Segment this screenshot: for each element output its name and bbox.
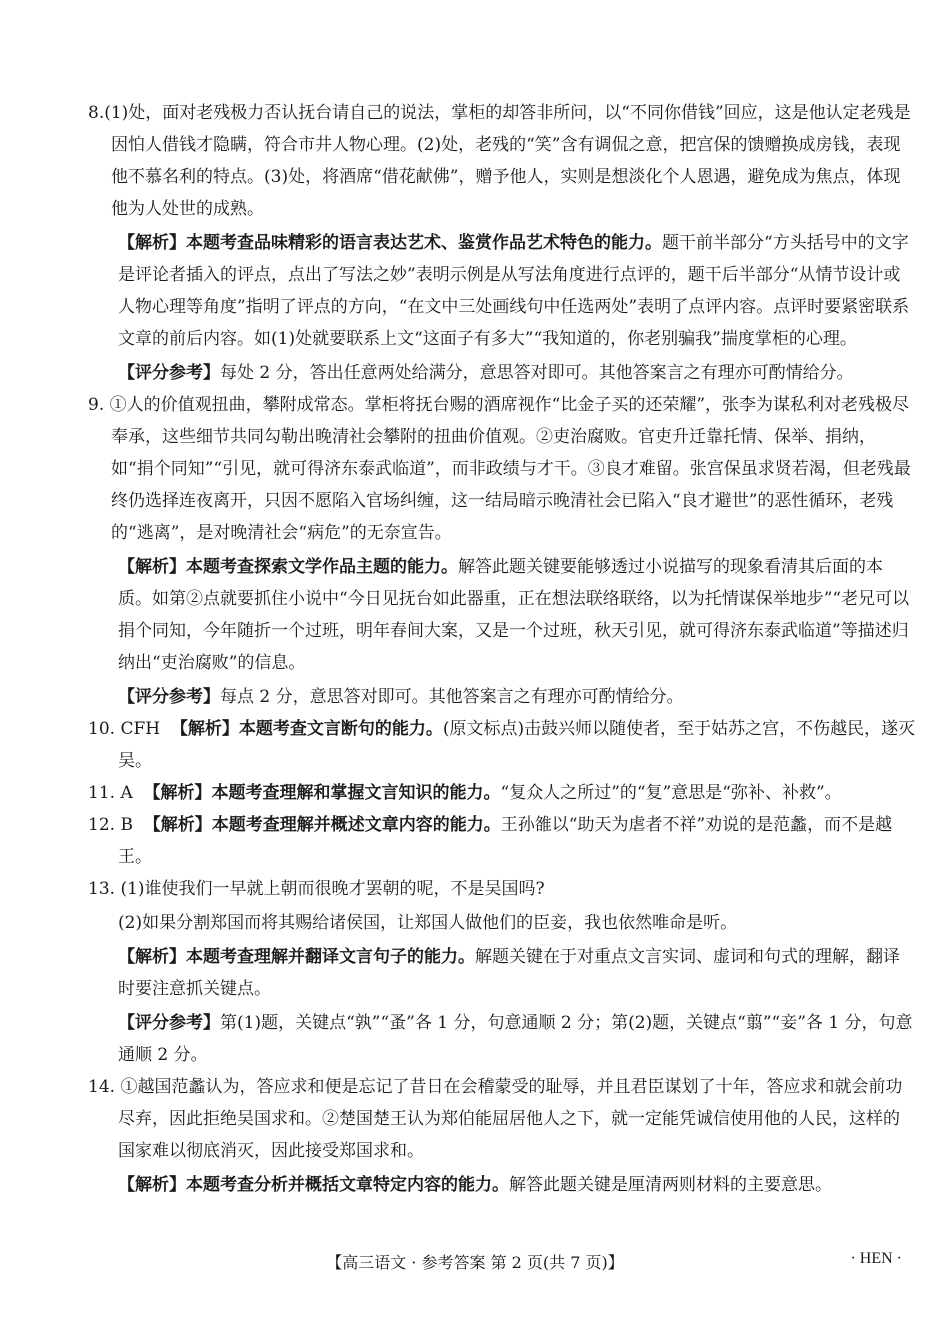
analysis-tag: 【解析】 xyxy=(118,1175,186,1195)
q9-analysis xyxy=(88,551,916,679)
answer-content xyxy=(88,97,916,1201)
score-tag: 【评分参考】 xyxy=(118,687,220,707)
q13-answer-1: 13. (1)谁使我们一早就上朝而很晚才罢朝的呢，不是吴国吗? xyxy=(88,879,545,899)
footer-code: · HEN · xyxy=(850,1250,902,1267)
analysis-lead: 本题考查品味精彩的语言表达艺术、鉴赏作品艺术特色的能力。 xyxy=(186,233,662,253)
score-tag: 【评分参考】 xyxy=(118,363,220,383)
analysis-body: 解答此题关键是厘清两则材料的主要意思。 xyxy=(509,1175,832,1195)
analysis-body: 解答此题关键要能够透过小说描写的现象看清其后面的本质。如第②点就要抓住小说中“今日见抚台如此器重，正在想法联络联络，以为托情谋保举地步”“老兄可以捐个同知，今年随折一个过班，明年春间大案，又是一个过班，秋天引见，就可得济东泰武临道”等描述归纳出“吏治腐败”的信息。 xyxy=(118,557,910,673)
analysis-tag: 【解析】 xyxy=(118,947,186,967)
q8-score xyxy=(88,357,916,389)
analysis-tag: 【解析】 xyxy=(118,557,186,577)
analysis-tag: 【解析】 xyxy=(143,783,212,803)
footer-page-info: 【高三语文 · 参考答案 第 2 页(共 7 页)】 xyxy=(326,1253,624,1272)
analysis-body: (原文标点)击鼓兴师以随使者，至于姑苏之宫，不伤越民，遂灭吴。 xyxy=(118,719,916,771)
q13-score xyxy=(88,1007,916,1071)
score-body: 第(1)题，关键点“孰”“蚤”各 1 分，句意通顺 2 分；第(2)题，关键点“翦”“妾”各 1 分，句意通顺 2 分。 xyxy=(118,1013,913,1065)
question-13 xyxy=(88,873,916,1071)
analysis-lead: 本题考查探索文学作品主题的能力。 xyxy=(186,557,458,577)
score-tag: 【评分参考】 xyxy=(118,1013,220,1033)
analysis-lead: 本题考查理解并翻译文言句子的能力。 xyxy=(186,947,475,967)
answer-key: 12. B xyxy=(88,815,133,835)
q8-answer: 8.(1)处，面对老残极力否认抚台请自己的说法，掌柜的却答非所问，以“不同你借钱”回应，这是他认定老残是因怕人借钱才隐瞒，符合市井人物心理。(2)处，老残的“笑”含有调侃之意，把宫保的馈赠换成房钱，表现他不慕名利的特点。(3)处，将酒席“借花献佛”，赠予他人，实则是想淡化个人恩遇，避免成为焦点，体现他为人处世的成熟。 xyxy=(88,103,911,219)
q9-answer: 9. ①人的价值观扭曲，攀附成常态。掌柜将抚台赐的酒席视作“比金子买的还荣耀”，张李为谋私利对老残极尽奉承，这些细节共同勾勒出晚清社会攀附的扭曲价值观。②吏治腐败。官吏升迁靠托情、保举、捐纳，如“捐个同知”“引见，就可得济东泰武临道”，而非政绩与才干。③良才难留。张宫保虽求贤若渴，但老残最终仍选择连夜离开，只因不愿陷入官场纠缠，这一结局暗示晚清社会已陷入“良才避世”的恶性循环，老残的“逃离”，是对晚清社会“病危”的无奈宣告。 xyxy=(88,395,911,543)
analysis-tag: 【解析】 xyxy=(143,815,212,835)
question-12 xyxy=(88,809,916,873)
analysis-lead: 本题考查分析并概括文章特定内容的能力。 xyxy=(186,1175,509,1195)
analysis-lead: 本题考查文言断句的能力。 xyxy=(238,719,443,739)
q13-analysis xyxy=(88,941,916,1005)
score-body: 每点 2 分，意思答对即可。其他答案言之有理亦可酌情给分。 xyxy=(220,687,684,707)
q14-analysis xyxy=(88,1169,916,1201)
q11-answer xyxy=(88,777,916,809)
q13-answer-2: (2)如果分割郑国而将其赐给诸侯国，让郑国人做他们的臣妾，我也依然唯命是听。 xyxy=(118,913,738,933)
question-9 xyxy=(88,389,916,713)
q14-answer: 14. ①越国范蠡认为，答应求和便是忘记了昔日在会稽蒙受的耻辱，并且君臣谋划了十年，答应求和就会前功尽弃，因此拒绝吴国求和。②楚国楚王认为郑伯能屈居他人之下，就一定能凭诚信使用他的人民，这样的国家难以彻底消灭，因此接受郑国求和。 xyxy=(88,1077,903,1161)
q12-answer xyxy=(88,809,916,873)
analysis-body: “复众人之所过”的“复”意思是“弥补、补救”。 xyxy=(500,783,842,803)
answer-key: 11. A xyxy=(88,783,133,803)
analysis-lead: 本题考查理解和掌握文言知识的能力。 xyxy=(211,783,501,803)
score-body: 每处 2 分，答出任意两处给满分，意思答对即可。其他答案言之有理亦可酌情给分。 xyxy=(220,363,854,383)
question-8 xyxy=(88,97,916,389)
question-10 xyxy=(88,713,916,777)
analysis-body: 王孙雒以“助天为虐者不祥”劝说的是范蠡，而不是越王。 xyxy=(118,815,893,867)
q9-score xyxy=(88,681,916,713)
analysis-body: 解题关键在于对重点文言实词、虚词和句式的理解，翻译时要注意抓关键点。 xyxy=(118,947,900,999)
analysis-body: 题干前半部分“方头括号中的文字是评论者插入的评点，点出了写法之妙”表明示例是从写法角度进行点评的，题干后半部分“从情节设计或人物心理等角度”指明了评点的方向，“在文中三处画线句中任选两处”表明了点评内容。点评时要紧密联系文章的前后内容。如(1)处就要联系上文“这面子有多大”“我知道的，你老别骗我”揣度掌柜的心理。 xyxy=(118,233,910,349)
analysis-tag: 【解析】 xyxy=(170,719,239,739)
question-14 xyxy=(88,1071,916,1201)
q8-analysis xyxy=(88,227,916,355)
analysis-tag: 【解析】 xyxy=(118,233,186,253)
answer-key: 10. CFH xyxy=(88,719,161,739)
question-11 xyxy=(88,777,916,809)
analysis-lead: 本题考查理解并概述文章内容的能力。 xyxy=(211,815,501,835)
page-footer xyxy=(0,1250,950,1278)
q10-answer xyxy=(88,713,916,777)
